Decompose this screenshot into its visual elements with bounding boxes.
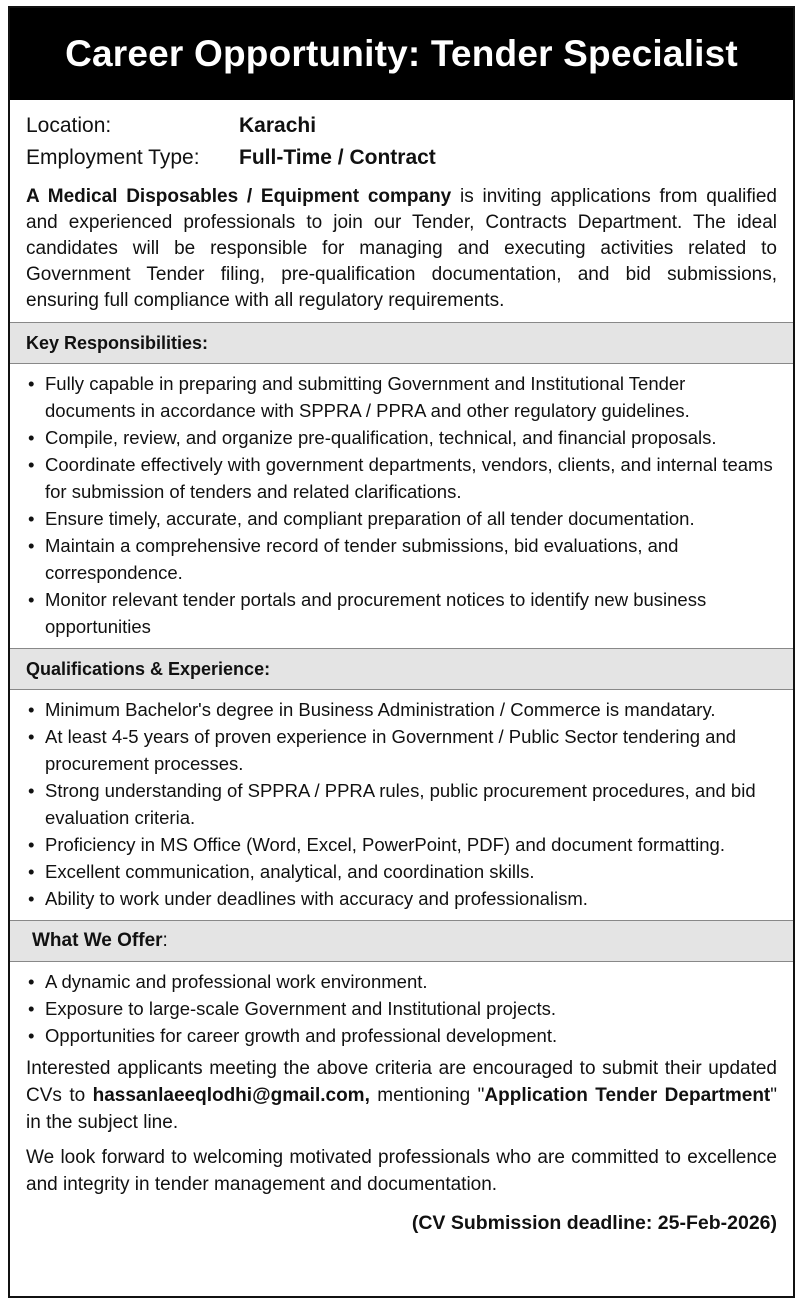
location-row — [26, 110, 777, 142]
list-item: • Minimum Bachelor's degree in Business Administration / Commerce is mandatary. — [28, 696, 777, 723]
responsibilities-list — [10, 370, 793, 640]
list-item: • Monitor relevant tender portals and procurement notices to identify new business opportunities — [28, 586, 777, 640]
contact-email: hassanlaeeqlodhi@gmail.com, — [92, 1085, 370, 1106]
responsibilities-heading: Key Responsibilities: — [10, 322, 793, 364]
list-item: • Excellent communication, analytical, and coordination skills. — [28, 858, 777, 885]
offer-heading — [10, 920, 793, 962]
list-item: • Ensure timely, accurate, and compliant preparation of all tender documentation. — [28, 505, 777, 532]
list-item: • Coordinate effectively with government departments, vendors, clients, and internal teams for submission of tenders and related clarifications. — [28, 451, 777, 505]
email-subject: Application Tender Department — [484, 1085, 771, 1106]
list-item: • Strong understanding of SPPRA / PPRA rules, public procurement procedures, and bid evaluation criteria. — [28, 777, 777, 831]
intro-text: is inviting applications from qualified and experienced professionals to join our Tender, Contracts Department. The ideal candidates will be responsible for managing and executing activities related to Government Tender filing, pre-qualification documentation, and bid submissions, ensuring full compliance with all regulatory requirements. — [26, 186, 777, 311]
list-item: • Compile, review, and organize pre-qualification, technical, and financial proposals. — [28, 424, 777, 451]
list-item: • Fully capable in preparing and submitting Government and Institutional Tender documents in accordance with SPPRA / PPRA and other regulatory guidelines. — [28, 370, 777, 424]
list-item: • Opportunities for career growth and professional development. — [28, 1022, 777, 1049]
apply-text-2: mentioning " — [369, 1085, 485, 1106]
advertisement-frame — [8, 6, 795, 1298]
location-value: Karachi — [239, 114, 317, 137]
list-item: • Proficiency in MS Office (Word, Excel, PowerPoint, PDF) and document formatting. — [28, 831, 777, 858]
page-title: Career Opportunity: Tender Specialist — [10, 8, 793, 100]
qualifications-list — [10, 696, 793, 912]
job-meta — [26, 110, 777, 174]
offer-list — [10, 968, 793, 1049]
intro-paragraph — [26, 184, 777, 314]
employment-type-value: Full-Time / Contract — [239, 146, 436, 169]
offer-heading-text: What We Offer — [32, 930, 163, 951]
company-name: A Medical Disposables / Equipment company — [26, 186, 452, 207]
list-item: • Ability to work under deadlines with accuracy and professionalism. — [28, 885, 777, 912]
employment-type-label: Employment Type: — [26, 146, 200, 169]
employment-type-row — [26, 142, 777, 174]
list-item: • At least 4-5 years of proven experience in Government / Public Sector tendering and procurement processes. — [28, 723, 777, 777]
offer-heading-colon: : — [162, 930, 168, 951]
apply-text-3: " in the subject line. — [26, 1085, 777, 1133]
list-item: • Maintain a comprehensive record of tender submissions, bid evaluations, and correspondence. — [28, 532, 777, 586]
closing-paragraph: We look forward to welcoming motivated professionals who are committed to excellence and integrity in tender management and documentation. — [26, 1147, 777, 1195]
apply-paragraph — [26, 1055, 777, 1136]
apply-text-1: Interested applicants meeting the above criteria are encouraged to submit their updated CVs to — [26, 1058, 777, 1106]
list-item: • A dynamic and professional work environment. — [28, 968, 777, 995]
qualifications-heading: Qualifications & Experience: — [10, 648, 793, 690]
location-label: Location: — [26, 114, 112, 137]
list-item: • Exposure to large-scale Government and Institutional projects. — [28, 995, 777, 1022]
submission-deadline: (CV Submission deadline: 25-Feb-2026) — [411, 1212, 777, 1234]
